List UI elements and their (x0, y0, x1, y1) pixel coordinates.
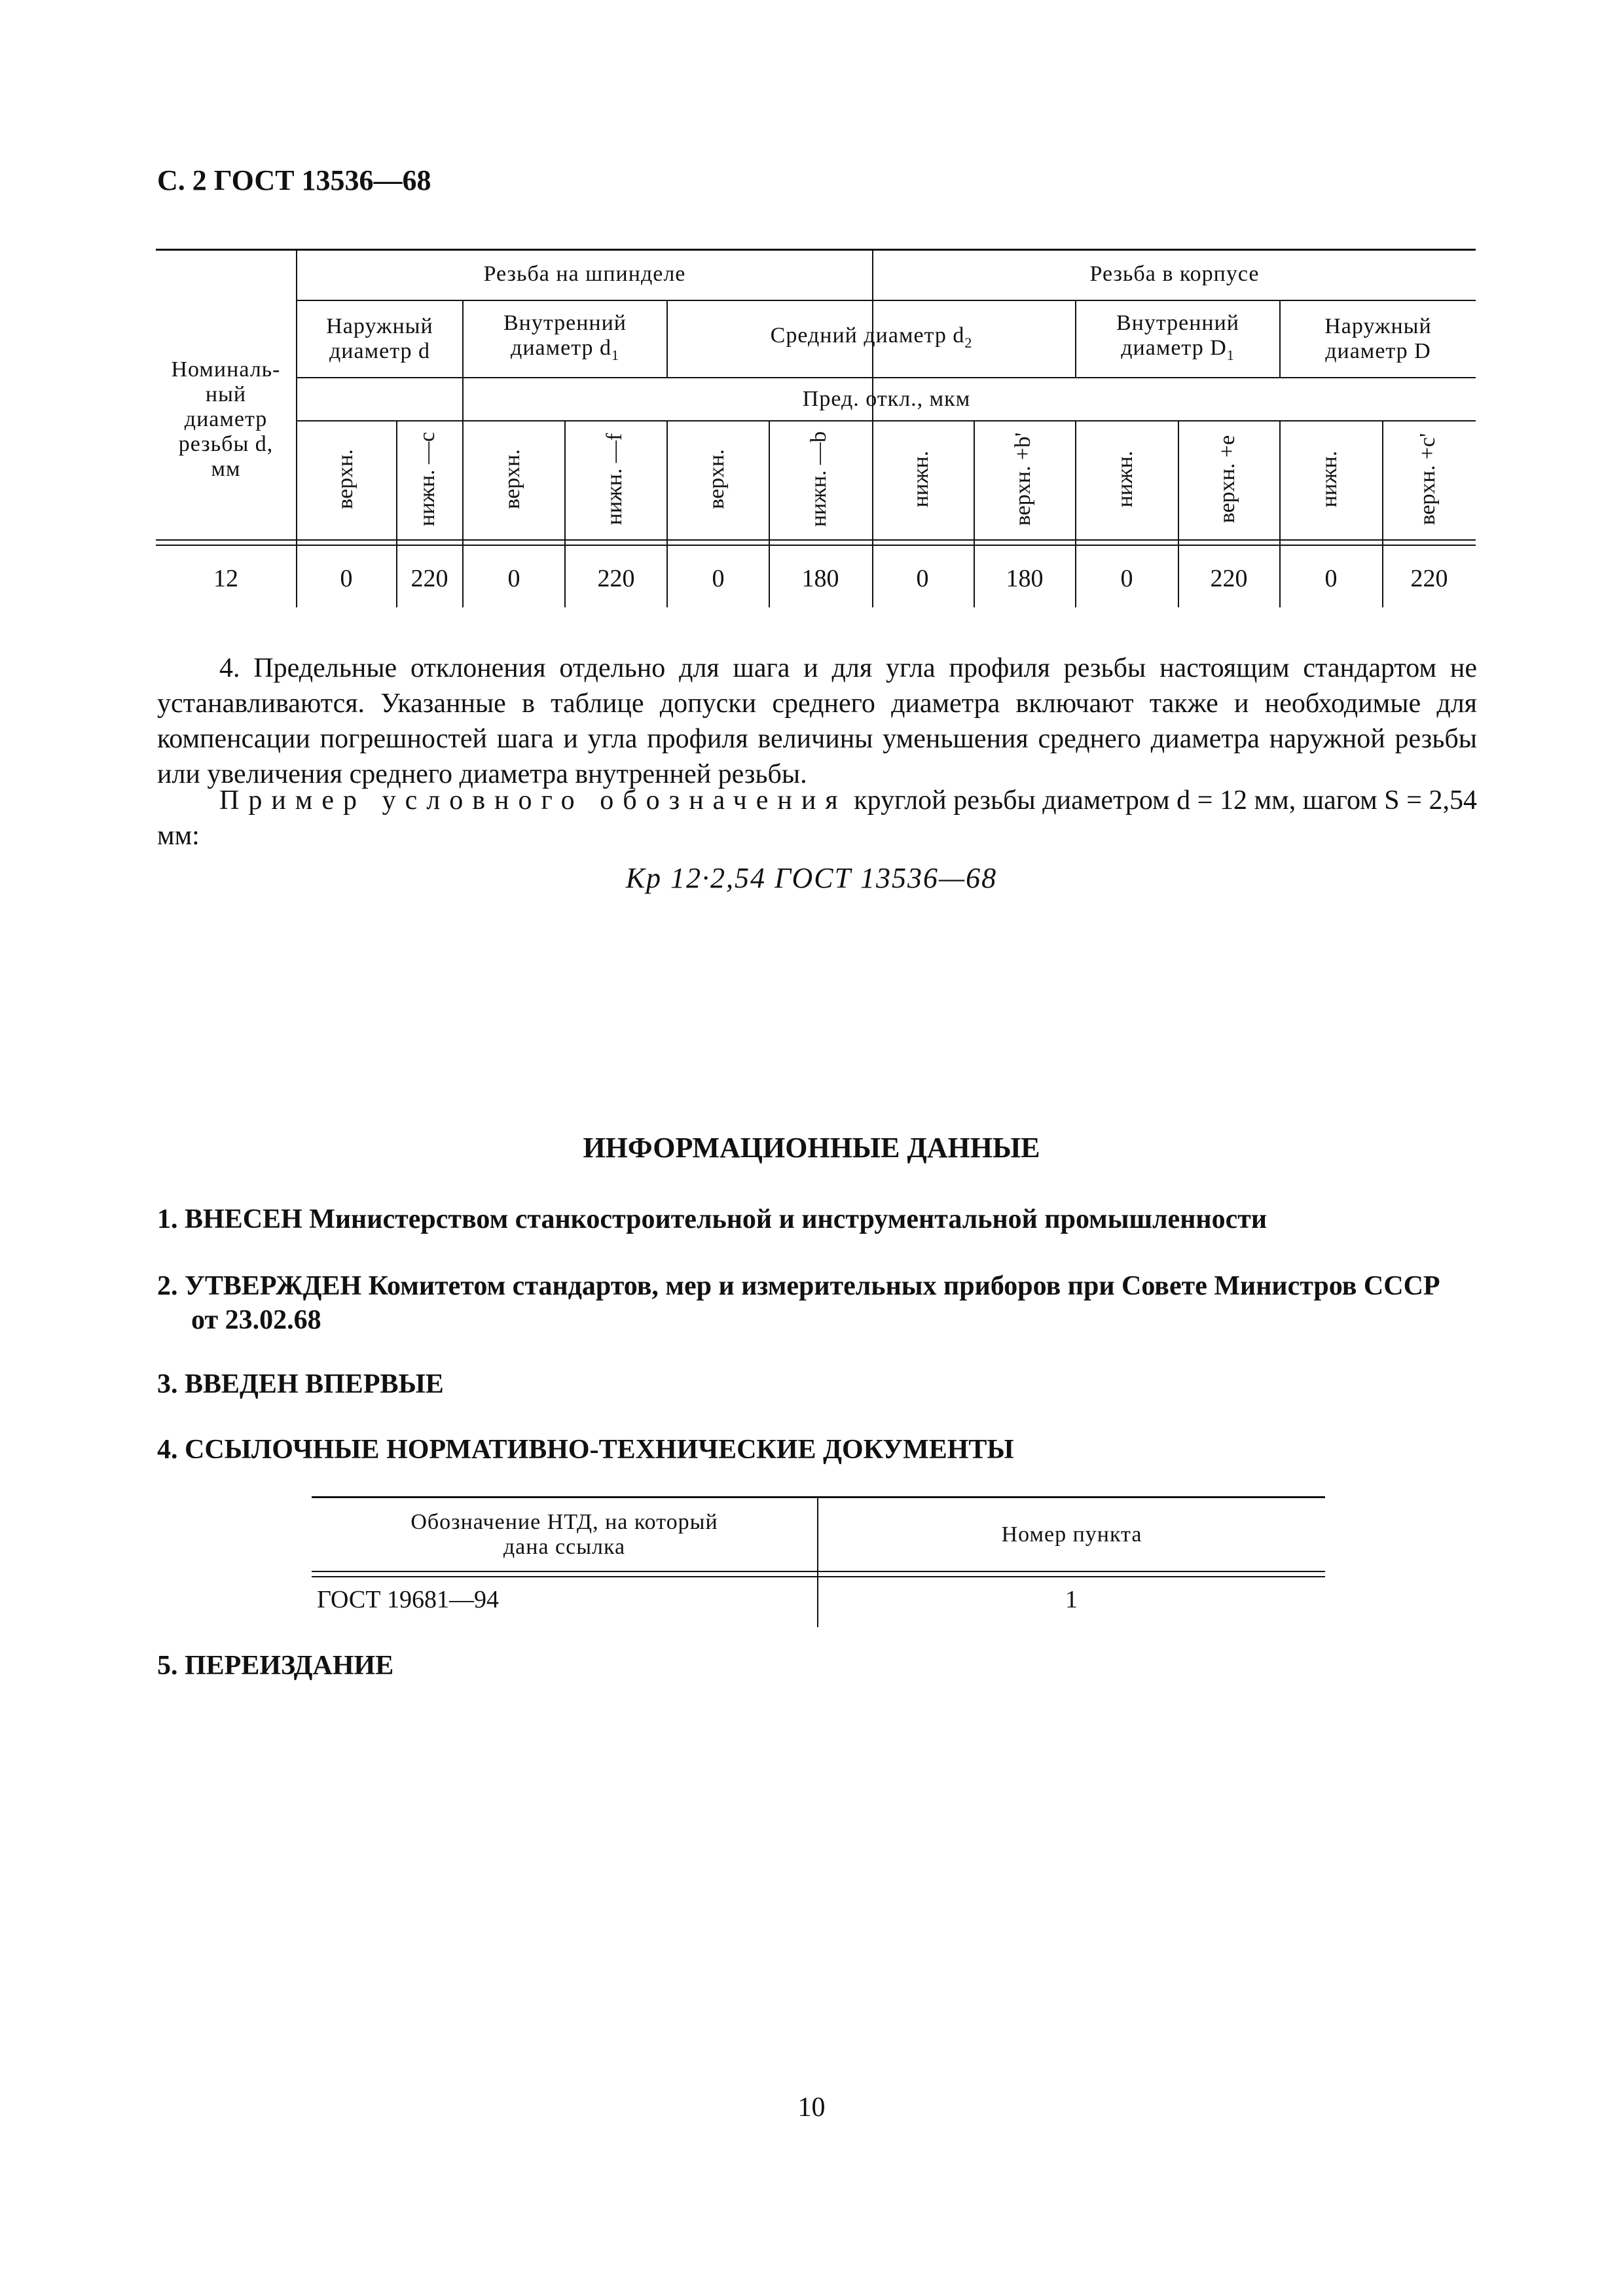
dev-header-12: верхн. +c' (1415, 433, 1440, 526)
dev-header-1: верхн. (333, 449, 357, 509)
item-number-header: Номер пункта (1001, 1522, 1142, 1547)
example-lead: Пример условного обозначения (219, 785, 847, 816)
value-cell-2: 220 (410, 565, 448, 592)
value-cell-3: 0 (507, 565, 520, 592)
nominal-value: 12 (213, 565, 238, 592)
value-cell-7: 0 (916, 565, 929, 592)
info-item-5: 5. ПЕРЕИЗДАНИЕ (157, 1651, 394, 1681)
dev-header-8: верхн. +b' (1011, 432, 1035, 526)
deviation-unit-header: Пред. откл., мкм (802, 387, 971, 411)
reference-documents-table (312, 1496, 1325, 1627)
tolerance-table (156, 249, 1476, 607)
dev-header-10: верхн. +e (1215, 435, 1239, 524)
dev-header-2: нижн. —c (415, 431, 439, 527)
table-row-item: 1 (1065, 1586, 1078, 1613)
example-rest: круглой резьбы диаметром d = 12 мм, шагом S = 2,54 мм: (157, 785, 1477, 851)
info-item-1: 1. ВНЕСЕН Министерством станкостроительной и инструментальной промышленности (157, 1204, 1267, 1234)
value-cell-11: 0 (1324, 565, 1338, 592)
info-item-2-line-1: 2. УТВЕРЖДЕН Комитетом стандартов, мер и измерительных приборов при Совете Министров СССР (157, 1271, 1440, 1301)
mid-diameter-d2-header: Средний диаметр $d_2$ (770, 323, 973, 351)
value-cell-12: 220 (1410, 565, 1448, 592)
value-cell-8: 180 (1006, 565, 1044, 592)
value-cell-1: 0 (340, 565, 353, 592)
page-header: С. 2 ГОСТ 13536—68 (157, 164, 431, 196)
info-item-2-line-2: от 23.02.68 (191, 1305, 321, 1335)
dev-header-11: нижн. (1317, 450, 1341, 508)
dev-header-6: нижн. —b (807, 431, 831, 528)
value-cell-10: 220 (1210, 565, 1248, 592)
dev-header-7: нижн. (909, 450, 933, 508)
nominal-diameter-header: Номиналь- ный диаметр резьбы d, мм (171, 357, 281, 481)
info-item-3: 3. ВВЕДЕН ВПЕРВЫЕ (157, 1369, 444, 1399)
dev-header-4: нижн. —f (602, 433, 627, 526)
dev-header-5: верхн. (704, 449, 729, 509)
paragraph-4: 4. Предельные отклонения отдельно для шага и для угла профиля резьбы настоящим стандартом не устанавливаются. Указанные в таблице допуски среднего диаметра включают также и необходимые для компенсации погрешностей шага и угла профиля величины уменьшения среднего диаметра наружной резьбы или увеличения среднего диаметра внутренней резьбы. (157, 653, 1477, 789)
dev-header-3: верхн. (500, 449, 524, 509)
outer-diameter-D-header: Наружный диаметр D (1324, 314, 1432, 363)
value-cell-5: 0 (712, 565, 725, 592)
outer-diameter-d-header: Наружный диаметр d (326, 314, 433, 363)
value-cell-4: 220 (597, 565, 635, 592)
spindle-thread-header: Резьба на шпинделе (483, 262, 686, 286)
inner-diameter-d1-header: Внутренний диаметр $d_1$ (503, 310, 627, 363)
inner-diameter-D1-header: Внутренний диаметр $D_1$ (1116, 310, 1240, 363)
body-thread-header: Резьба в корпусе (1089, 262, 1260, 286)
info-item-4: 4. ССЫЛОЧНЫЕ НОРМАТИВНО-ТЕХНИЧЕСКИЕ ДОКУМЕНТЫ (157, 1435, 1014, 1465)
page-number: 10 (797, 2092, 826, 2123)
value-cell-9: 0 (1120, 565, 1133, 592)
value-cell-6: 180 (801, 565, 839, 592)
ntd-designation-header: Обозначение НТД, на который дана ссылка (410, 1510, 718, 1559)
designation-formula: Кр 12·2,54 ГОСТ 13536—68 (625, 862, 998, 894)
example-paragraph (157, 783, 1477, 853)
dev-header-9: нижн. (1113, 450, 1137, 508)
table-row-doc: ГОСТ 19681—94 (317, 1586, 499, 1613)
info-title: ИНФОРМАЦИОННЫЕ ДАННЫЕ (583, 1132, 1040, 1164)
